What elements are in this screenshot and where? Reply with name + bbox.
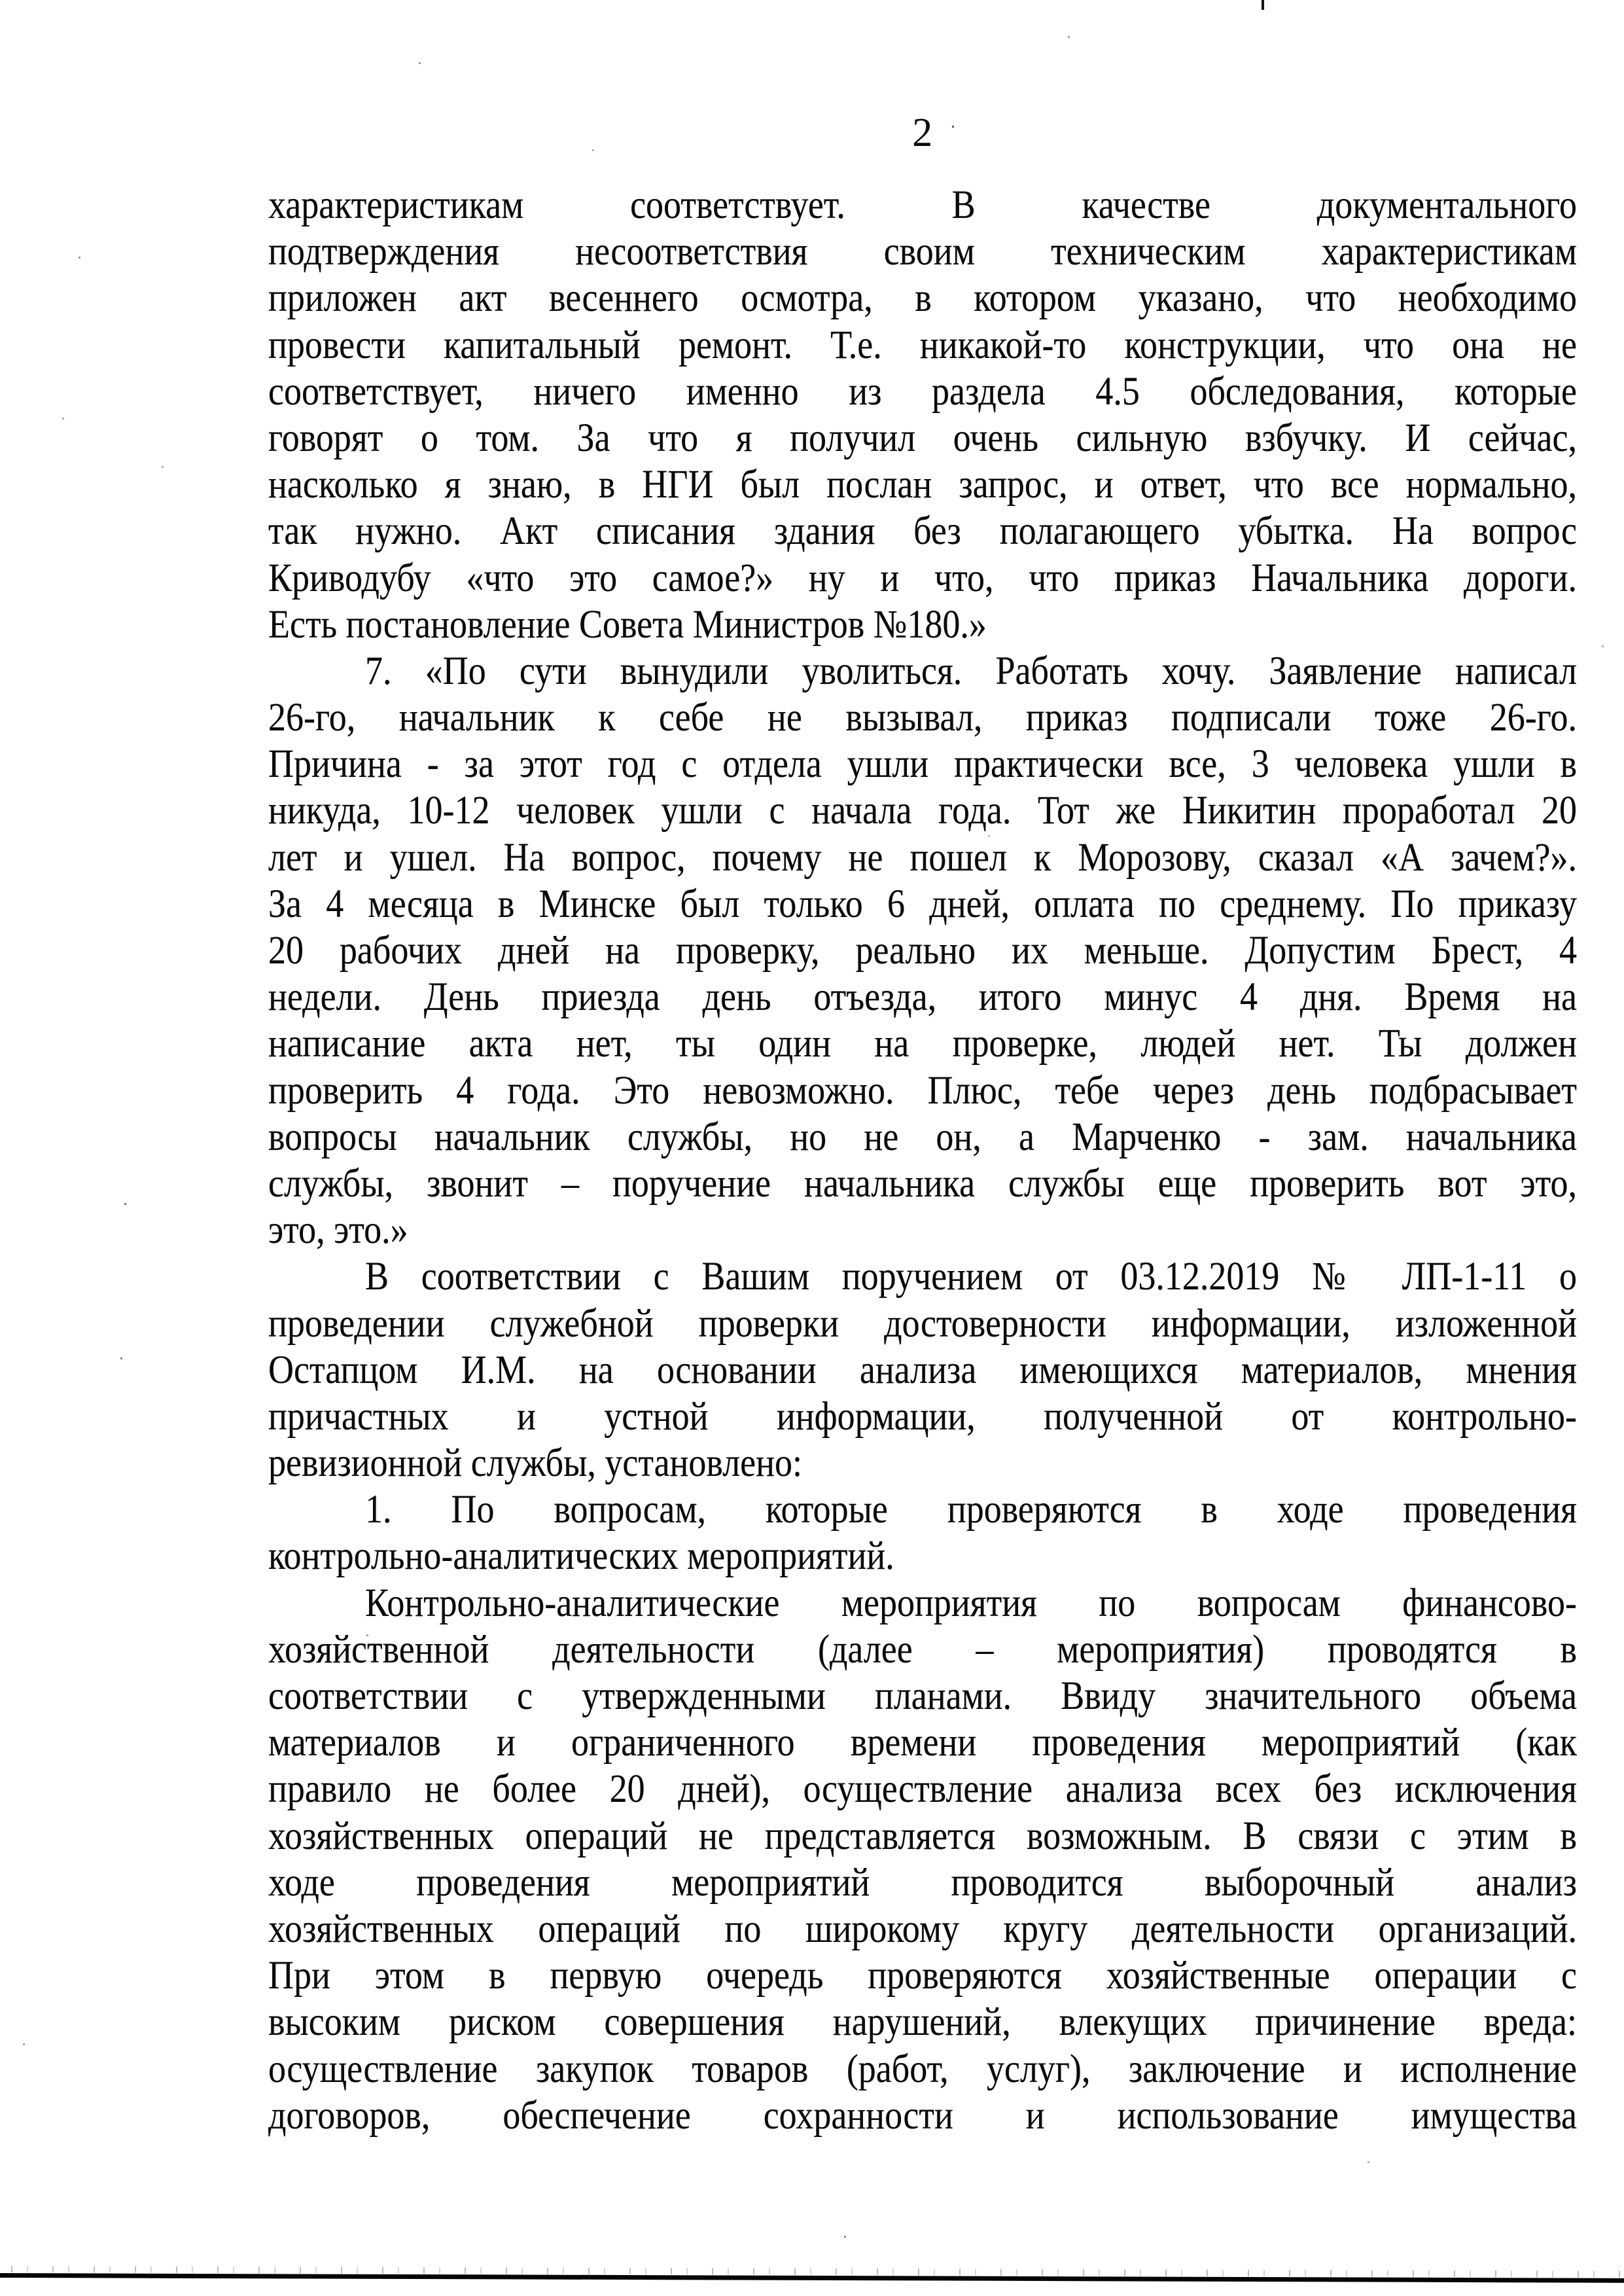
- text-line: Криводубу «что это самое?» ну и что, что приказ Начальника дороги.: [268, 555, 1577, 600]
- text-line: никуда, 10-12 человек ушли с начала года. Тот же Никитин проработал 20: [268, 787, 1577, 833]
- text-line: Контрольно-аналитические мероприятия по вопросам финансово-: [365, 1580, 1577, 1624]
- text-line: написание акта нет, ты один на проверке, людей нет. Ты должен: [268, 1020, 1577, 1066]
- text-line: причастных и устной информации, полученной от контрольно-: [268, 1393, 1577, 1439]
- text-line: проверить 4 года. Это невозможно. Плюс, тебе через день подбрасывает: [268, 1067, 1577, 1112]
- text-line: 20 рабочих дней на проверку, реально их меньше. Допустим Брест, 4: [268, 927, 1577, 973]
- text-line: осуществление закупок товаров (работ, услуг), заключение и исполнение: [268, 2046, 1577, 2090]
- text-line: соответствии с утвержденными планами. Ввиду значительного объема: [268, 1673, 1577, 1718]
- text-line: договоров, обеспечение сохранности и использование имущества: [268, 2092, 1577, 2138]
- text-line: провести капитальный ремонт. Т.е. никакой-то конструкции, что она не: [268, 322, 1577, 367]
- text-line: 7. «По сути вынудили уволиться. Работать хочу. Заявление написал: [365, 648, 1577, 693]
- text-line: говорят о том. За что я получил очень сильную взбучку. И сейчас,: [268, 415, 1577, 460]
- text-line: проведении служебной проверки достоверности информации, изложенной: [268, 1300, 1577, 1345]
- text-line: 26-го, начальник к себе не вызывал, приказ подписали тоже 26-го.: [268, 694, 1577, 740]
- text-line: материалов и ограниченного времени проведения мероприятий (как: [268, 1719, 1577, 1765]
- text-line: хозяйственных операций не представляется возможным. В связи с этим в: [268, 1813, 1577, 1857]
- text-line: это, это.»: [268, 1207, 408, 1252]
- text-line: характеристикам соответствует. В качестве документального: [268, 182, 1577, 227]
- text-line: высоким риском совершения нарушений, влекущих причинение вреда:: [268, 1999, 1577, 2044]
- document-body-text: [268, 182, 1577, 2139]
- text-line: Остапцом И.М. на основании анализа имеющихся материалов, мнения: [268, 1347, 1577, 1392]
- text-line: Причина - за этот год с отдела ушли практически все, 3 человека ушли в: [268, 741, 1577, 786]
- text-line: подтверждения несоответствия своим техническим характеристикам: [268, 228, 1577, 274]
- text-line: При этом в первую очередь проверяются хозяйственные операции с: [268, 1952, 1577, 1998]
- text-line: лет и ушел. На вопрос, почему не пошел к Морозову, сказал «А зачем?».: [268, 834, 1577, 879]
- text-line: ходе проведения мероприятий проводится выборочный анализ: [268, 1859, 1577, 1905]
- text-line: службы, звонит – поручение начальника службы еще проверить вот это,: [268, 1160, 1577, 1206]
- scan-artifact-top-mark: [1262, 0, 1264, 10]
- text-line: насколько я знаю, в НГИ был послан запрос, и ответ, что все нормально,: [268, 461, 1577, 507]
- text-line: хозяйственных операций по широкому кругу деятельности организаций.: [268, 1906, 1577, 1951]
- text-line: 1. По вопросам, которые проверяются в ходе проведения: [365, 1486, 1577, 1532]
- text-line: В соответствии с Вашим поручением от 03.12.2019 № ЛП-1-11 о: [365, 1253, 1577, 1299]
- text-line: контрольно-аналитических мероприятий.: [268, 1533, 894, 1578]
- text-line: ревизионной службы, установлено:: [268, 1440, 803, 1485]
- scan-noise-speckles: [0, 0, 2, 2]
- text-line: хозяйственной деятельности (далее – мероприятия) проводятся в: [268, 1626, 1577, 1672]
- text-line: вопросы начальник службы, но не он, а Марченко - зам. начальника: [268, 1114, 1577, 1159]
- text-line: недели. День приезда день отъезда, итого минус 4 дня. Время на: [268, 974, 1577, 1019]
- text-line: приложен акт весеннего осмотра, в котором указано, что необходимо: [268, 275, 1577, 320]
- text-line: Есть постановление Совета Министров №180.»: [268, 601, 987, 647]
- text-line: так нужно. Акт списания здания без полагающего убытка. На вопрос: [268, 508, 1577, 553]
- page-number: 2: [912, 111, 933, 155]
- text-line: правило не более 20 дней), осуществление анализа всех без исключения: [268, 1766, 1577, 1811]
- text-line: За 4 месяца в Минске был только 6 дней, оплата по среднему. По приказу: [268, 881, 1577, 926]
- text-line: соответствует, ничего именно из раздела 4.5 обследования, которые: [268, 368, 1577, 414]
